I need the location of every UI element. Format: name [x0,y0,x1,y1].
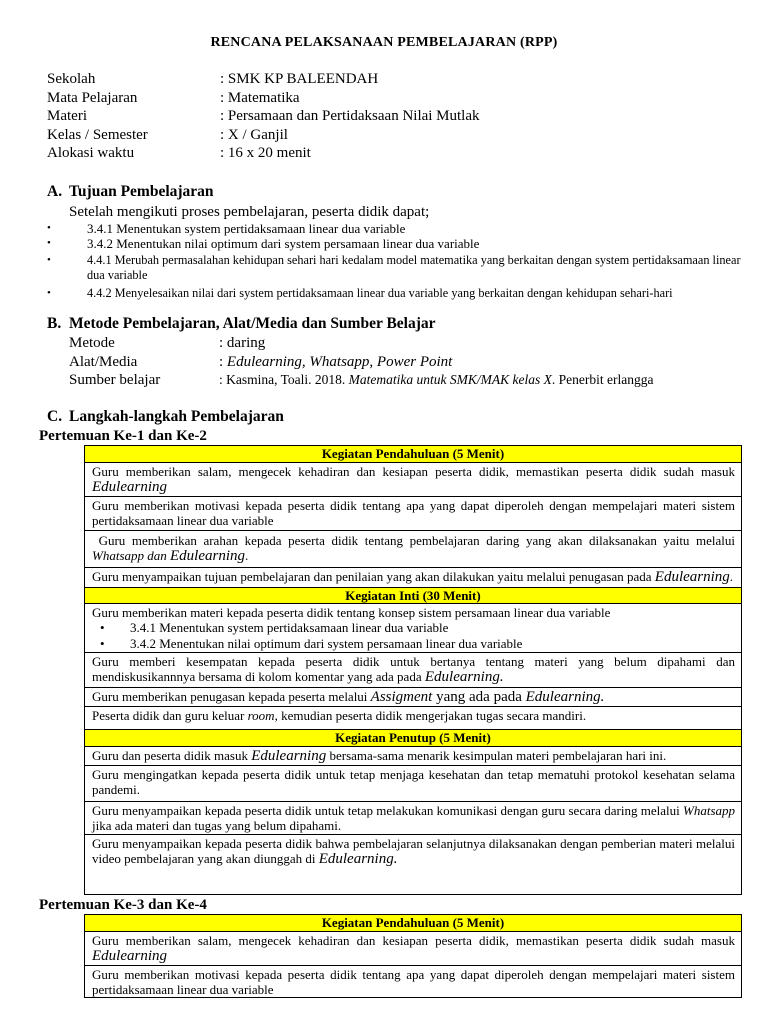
source-value [219,371,653,390]
identity-block [47,70,480,163]
identity-value: : X / Ganjil [220,126,288,143]
table-row [85,931,741,966]
table-row [85,706,741,724]
row-text: Guru menyampaikan kepada peserta didik untuk tetap melakukan komunikasi dengan guru secara daring melalui [92,802,683,818]
table-row [85,834,741,869]
row-text: Guru memberikan penugasan kepada peserta melalui [92,688,371,704]
objective-text: 3.4.2 Menentukan nilai optimum dari system persamaan linear dua variable [87,236,480,251]
bullet-icon: • [47,254,51,266]
source-label: Sumber belajar [69,372,161,389]
meeting-2-table [84,914,742,998]
objectives-list [47,221,747,301]
source-row [69,371,653,390]
table-row [85,746,741,765]
core-activity-header: Kegiatan Inti (30 Menit) [85,587,741,604]
identity-row-class [47,126,480,145]
row-text: yang ada pada [432,688,526,705]
source-suffix: . Penerbit erlangga [551,372,654,388]
meeting-1-heading: Pertemuan Ke-1 dan Ke-2 [39,428,207,444]
bullet-icon: • [47,237,51,249]
list-item [92,636,735,651]
method-value: : daring [219,335,266,351]
row-text: . [245,547,249,563]
media-label: Alat/Media [69,353,138,370]
section-letter: C. [47,408,63,425]
row-emphasis: Whatsapp dan [92,547,170,563]
section-title: Metode Pembelajaran, Alat/Media dan Sumber Belajar [69,315,436,332]
list-item [92,620,735,635]
identity-label: Alokasi waktu [47,145,135,162]
objective-text: 3.4.1 Menentukan system pertidaksamaan linear dua variable [87,221,406,236]
identity-value: : Persamaan dan Pertidaksaan Nilai Mutlak [220,108,480,125]
method-label: Metode [69,335,115,351]
media-prefix: : [219,353,227,370]
section-title: Langkah-langkah Pembelajaran [69,408,284,425]
row-emphasis: Edulearning [92,478,167,495]
source-prefix: : Kasmina, Toali. 2018. [219,372,349,388]
identity-row-time [47,144,480,163]
table-row [85,603,741,652]
section-letter: A. [47,183,63,200]
list-item [47,286,747,301]
bullet-icon: • [47,222,51,234]
row-text: Peserta didik dan guru keluar [92,707,248,723]
row-emphasis: Assigment [370,688,433,705]
table-row: Guru memberikan motivasi kepada peserta didik tentang apa yang dapat diperoleh dengan mempelajari materi sistem pertidaksamaan linear dua variable [85,965,741,999]
bullet-icon: • [100,635,105,651]
identity-row-subject [47,89,480,108]
objective-text: 4.4.2 Menyelesaikan nilai dari system pertidaksamaan linear dua variable yang berkaitan dengan kehidupan sehari-hari [87,286,673,300]
row-emphasis: room [247,707,275,723]
table-row [85,530,741,568]
row-text: 3.4.2 Menentukan nilai optimum dari system persamaan linear dua variable [130,635,523,651]
source-title: Matematika untuk SMK/MAK kelas X [348,372,552,388]
identity-row-school [47,70,480,89]
section-title: Tujuan Pembelajaran [69,183,214,200]
method-block [69,334,653,390]
row-emphasis: Edulearning. [318,851,398,868]
list-item [47,253,747,283]
table-row: Guru memberikan motivasi kepada peserta didik tentang apa yang dapat diperoleh dengan mempelajari materi sistem pertidaksamaan linear dua variable [85,496,741,530]
document-title: RENCANA PELAKSANAAN PEMBELAJARAN (RPP) [210,35,558,50]
list-item [47,221,747,236]
table-row [85,801,741,835]
row-emphasis: Edulearning [170,547,245,564]
row-text: bersama-sama menarik kesimpulan materi pembelajaran hari ini. [326,747,667,763]
row-text: 3.4.1 Menentukan system pertidaksamaan linear dua variable [130,620,449,636]
row-text: Guru dan peserta didik masuk [92,747,252,763]
identity-label: Sekolah [47,71,96,87]
closing-activity-header: Kegiatan Penutup (5 Menit) [85,729,741,746]
opening-activity-header: Kegiatan Pendahuluan (5 Menit) [85,914,741,931]
section-b-heading [47,315,436,333]
identity-value: : Matematika [220,89,300,106]
identity-value: : SMK KP BALEENDAH [220,71,379,87]
row-emphasis: Whatsapp [683,802,735,818]
row-emphasis: Edulearning [654,569,730,586]
opening-activity-header: Kegiatan Pendahuluan (5 Menit) [85,445,741,462]
table-row: Guru mengingatkan kepada peserta didik untuk tetap menjaga kesehatan dan tetap mematuhi protokol kesehatan selama pandemi. [85,765,741,801]
identity-row-material [47,107,480,126]
identity-label: Mata Pelajaran [47,89,138,106]
row-text: Guru memberi kesempatan kepada peserta didik untuk bertanya tentang materi yang belum dipahami dan mendiskusikannnya bersama di kolom komentar yang ada pada [92,653,735,685]
row-text: Guru menyampaikan kepada peserta didik bahwa pembelajaran selanjutnya dilaksanakan dengan pemberian materi melalui video pembelajaran yang akan diunggah di [92,836,739,867]
objective-text: 4.4.1 Merubah permasalahan kehidupan sehari hari kedalam model matematika yang berkaitan dengan system pertidaksamaan linear dua variable [87,253,741,282]
meeting-1-table [84,445,742,895]
row-emphasis: Edulearning [92,947,167,964]
media-value: Edulearning, Whatsapp, Power Point [226,353,453,370]
row-emphasis: Edulearning. [525,688,605,705]
row-text: Guru memberikan arahan kepada peserta didik tentang pembelajaran daring yang akan dilaksanakan yaitu melalui [92,532,739,548]
identity-value: : 16 x 20 menit [220,145,311,162]
bullet-icon: • [47,287,51,299]
row-text: Guru memberikan salam, mengecek kehadiran dan kesiapan peserta didik, memastikan peserta didik sudah masuk [92,463,735,479]
row-text: jika ada materi dan tugas yang belum dipahami. [92,817,342,833]
media-row [69,353,653,372]
table-row [85,687,741,706]
identity-label: Kelas / Semester [47,126,148,143]
table-row [85,462,741,497]
row-text: , kemudian peserta didik mengerjakan tugas secara mandiri. [274,707,587,723]
section-a-intro: Setelah mengikuti proses pembelajaran, peserta didik dapat; [69,204,430,220]
row-emphasis: Edulearning [251,747,327,764]
section-letter: B. [47,315,62,332]
table-row [85,652,741,687]
meeting-2-heading: Pertemuan Ke-3 dan Ke-4 [39,897,207,913]
bullet-icon: • [100,620,105,636]
row-text: Guru memberikan salam, mengecek kehadiran dan kesiapan peserta didik, memastikan peserta didik sudah masuk [92,932,735,948]
identity-label: Materi [47,108,87,125]
row-text: Guru memberikan materi kepada peserta didik tentang konsep sistem persamaan linear dua variable [92,605,611,621]
method-row [69,334,653,353]
table-row [85,567,741,586]
row-text: Guru menyampaikan tujuan pembelajaran dan penilaian yang akan dilakukan yaitu melalui penugasan pada [92,569,655,585]
row-emphasis: Edulearning. [424,669,504,686]
list-item [47,236,747,251]
section-c-heading [47,408,284,426]
row-text: . [729,569,734,585]
section-a-heading [47,183,214,201]
